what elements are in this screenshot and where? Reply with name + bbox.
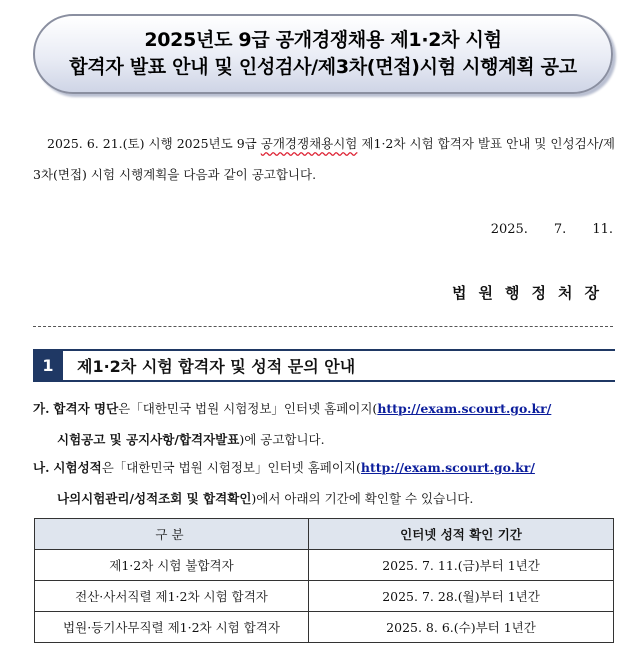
- date-month: 7.: [553, 222, 567, 237]
- intro-paragraph: [33, 128, 615, 190]
- item-na: [33, 452, 615, 514]
- item-ga: [33, 393, 615, 455]
- item-na-path: 나의시험관리/성적조회 및 합격확인: [57, 491, 252, 506]
- table-cell-period: 2025. 8. 6.(수)부터 1년간: [309, 612, 614, 643]
- section-number: 1: [33, 349, 63, 382]
- table-header-category: 구분: [35, 519, 309, 550]
- item-ga-bold: 합격자 명단: [53, 401, 119, 416]
- table-cell-category: 법원·등기사무직렬 제1·2차 시험 합격자: [35, 612, 309, 643]
- table-cell-period: 2025. 7. 11.(금)부터 1년간: [309, 550, 614, 581]
- table-row: [35, 581, 614, 612]
- item-na-text1: 은「대한민국 법원 시험정보」인터넷 홈페이지(: [101, 460, 361, 475]
- date-day: 11.: [592, 222, 613, 237]
- table-header-row: [35, 519, 614, 550]
- score-period-table: [34, 518, 614, 643]
- table-cell-period: 2025. 7. 28.(월)부터 1년간: [309, 581, 614, 612]
- intro-text-pre: 2025. 6. 21.(토) 시행 2025년도 9급: [47, 136, 261, 151]
- table-row: [35, 550, 614, 581]
- intro-text-highlight: 공개경쟁채용시험: [260, 136, 358, 151]
- section-rule-bottom: [63, 380, 615, 382]
- table-row: [35, 612, 614, 643]
- item-ga-path: 시험공고 및 공지사항/합격자발표: [57, 432, 240, 447]
- item-na-bold: 시험성적: [53, 460, 102, 475]
- date-year: 2025.: [490, 222, 528, 237]
- item-ga-text2: )에 공고합니다.: [239, 432, 325, 447]
- section-rule-top: [63, 349, 615, 351]
- notice-title-line2: 합격자 발표 안내 및 인성검사/제3차(면접)시험 시행계획 공고: [69, 56, 577, 78]
- item-ga-url-link[interactable]: http://exam.scourt.go.kr/: [377, 401, 552, 416]
- notice-date: [465, 222, 613, 237]
- item-ga-text1: 은「대한민국 법원 시험정보」인터넷 홈페이지(: [118, 401, 378, 416]
- item-na-text2: )에서 아래의 기간에 확인할 수 있습니다.: [251, 491, 474, 506]
- dashed-divider: [33, 326, 613, 327]
- notice-title-box: [33, 14, 613, 94]
- section-header: [33, 349, 615, 382]
- table-cell-category: 제1·2차 시험 불합격자: [35, 550, 309, 581]
- intro-text-post: 제1·2차 시험 합격자 발표 안내 및 인성검사/제3차(면접) 시험 시행계획을 다음과 같이 공고합니다.: [33, 136, 615, 182]
- item-na-mark: 나.: [33, 460, 50, 475]
- item-na-url-link[interactable]: http://exam.scourt.go.kr/: [360, 460, 535, 475]
- section-title: 제1·2차 시험 합격자 및 성적 문의 안내: [77, 357, 356, 376]
- notice-title-line1: 2025년도 9급 공개경쟁채용 제1·2차 시험: [144, 29, 502, 51]
- item-ga-mark: 가.: [33, 401, 50, 416]
- table-cell-category: 전산·사서직렬 제1·2차 시험 합격자: [35, 581, 309, 612]
- table-header-period: 인터넷 성적 확인 기간: [309, 519, 614, 550]
- issuing-organization: 법원행정처장: [452, 284, 611, 302]
